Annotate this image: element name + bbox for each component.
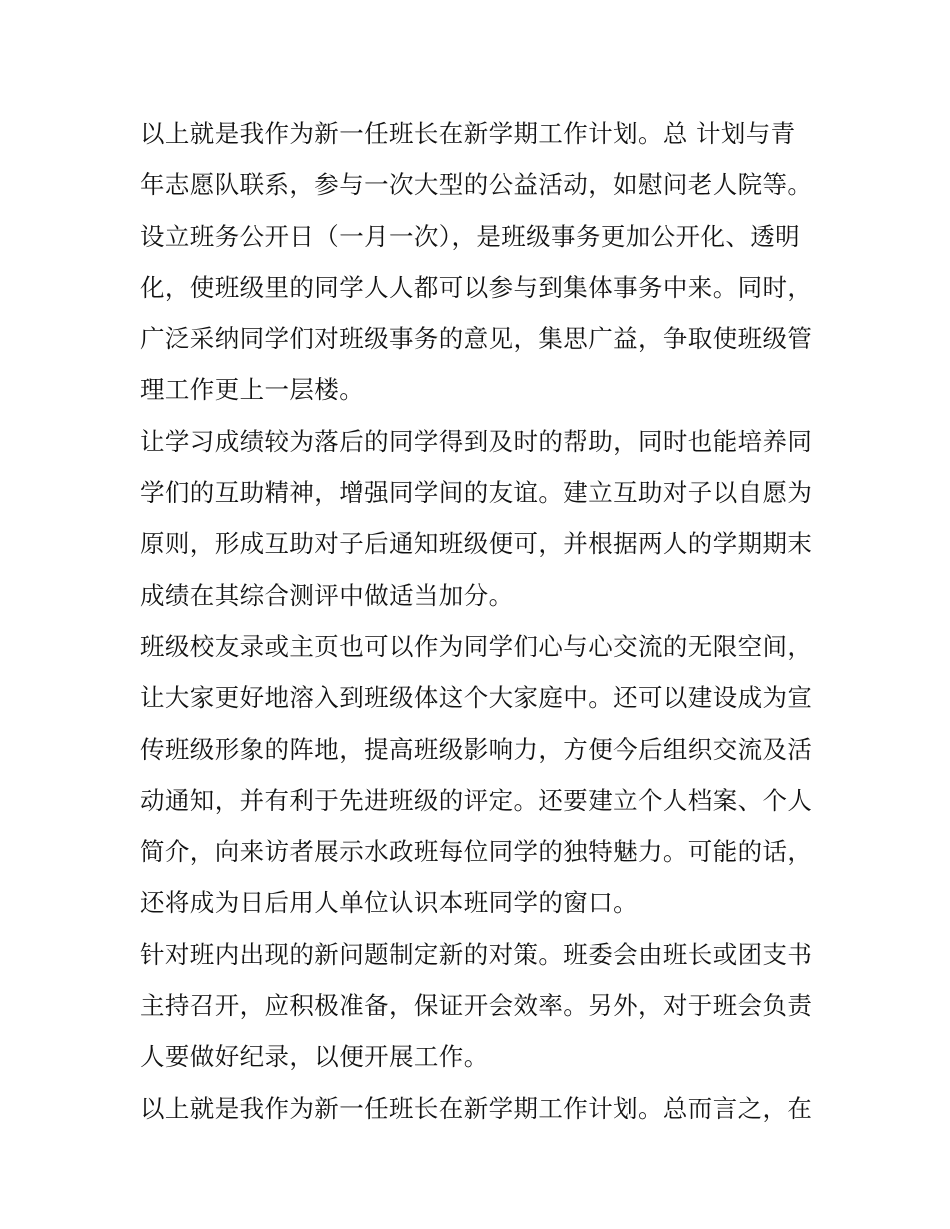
text-line: 班级校友录或主页也可以作为同学们心与心交流的无限空间，: [140, 631, 813, 661]
text-line: 理工作更上一层楼。: [140, 375, 365, 405]
text-line: 还将成为日后用人单位认识本班同学的窗口。: [140, 888, 638, 918]
text-line: 以上就是我作为新一任班长在新学期工作计划。总 计划与青: [140, 119, 796, 148]
text-line: 人要做好纪录，以便开展工作。: [140, 1042, 489, 1072]
text-line: 主持召开，应积极准备，保证开会效率。另外，对于班会负责: [140, 991, 813, 1021]
text-line: 设立班务公开日（一月一次），是班级事务更加公开化、透明: [140, 221, 801, 251]
text-line: 让大家更好地溶入到班级体这个大家庭中。还可以建设成为宣: [140, 683, 813, 713]
document-body-text: [140, 108, 818, 1134]
text-line: 广泛采纳同学们对班级事务的意见，集思广益，争取使班级管: [140, 324, 813, 354]
text-line: 动通知，并有利于先进班级的评定。还要建立个人档案、个人: [140, 785, 813, 815]
text-line: 传班级形象的阵地，提高班级影响力，方便今后组织交流及活: [140, 734, 813, 764]
text-line: 年志愿队联系，参与一次大型的公益活动，如慰问老人院等。: [140, 170, 813, 200]
text-line: 简介，向来访者展示水政班每位同学的独特魅力。可能的话，: [140, 837, 813, 867]
text-line: 化，使班级里的同学人人都可以参与到集体事务中来。同时，: [140, 272, 813, 302]
text-line: 以上就是我作为新一任班长在新学期工作计划。总而言之，在: [140, 1093, 813, 1123]
text-line: 让学习成绩较为落后的同学得到及时的帮助，同时也能培养同: [140, 426, 813, 456]
text-line: 针对班内出现的新问题制定新的对策。班委会由班长或团支书: [140, 939, 813, 969]
text-line: 学们的互助精神，增强同学间的友谊。建立互助对子以自愿为: [140, 478, 813, 508]
text-line: 原则，形成互助对子后通知班级便可，并根据两人的学期期末: [140, 529, 813, 559]
text-line: 成绩在其综合测评中做适当加分。: [140, 580, 514, 610]
